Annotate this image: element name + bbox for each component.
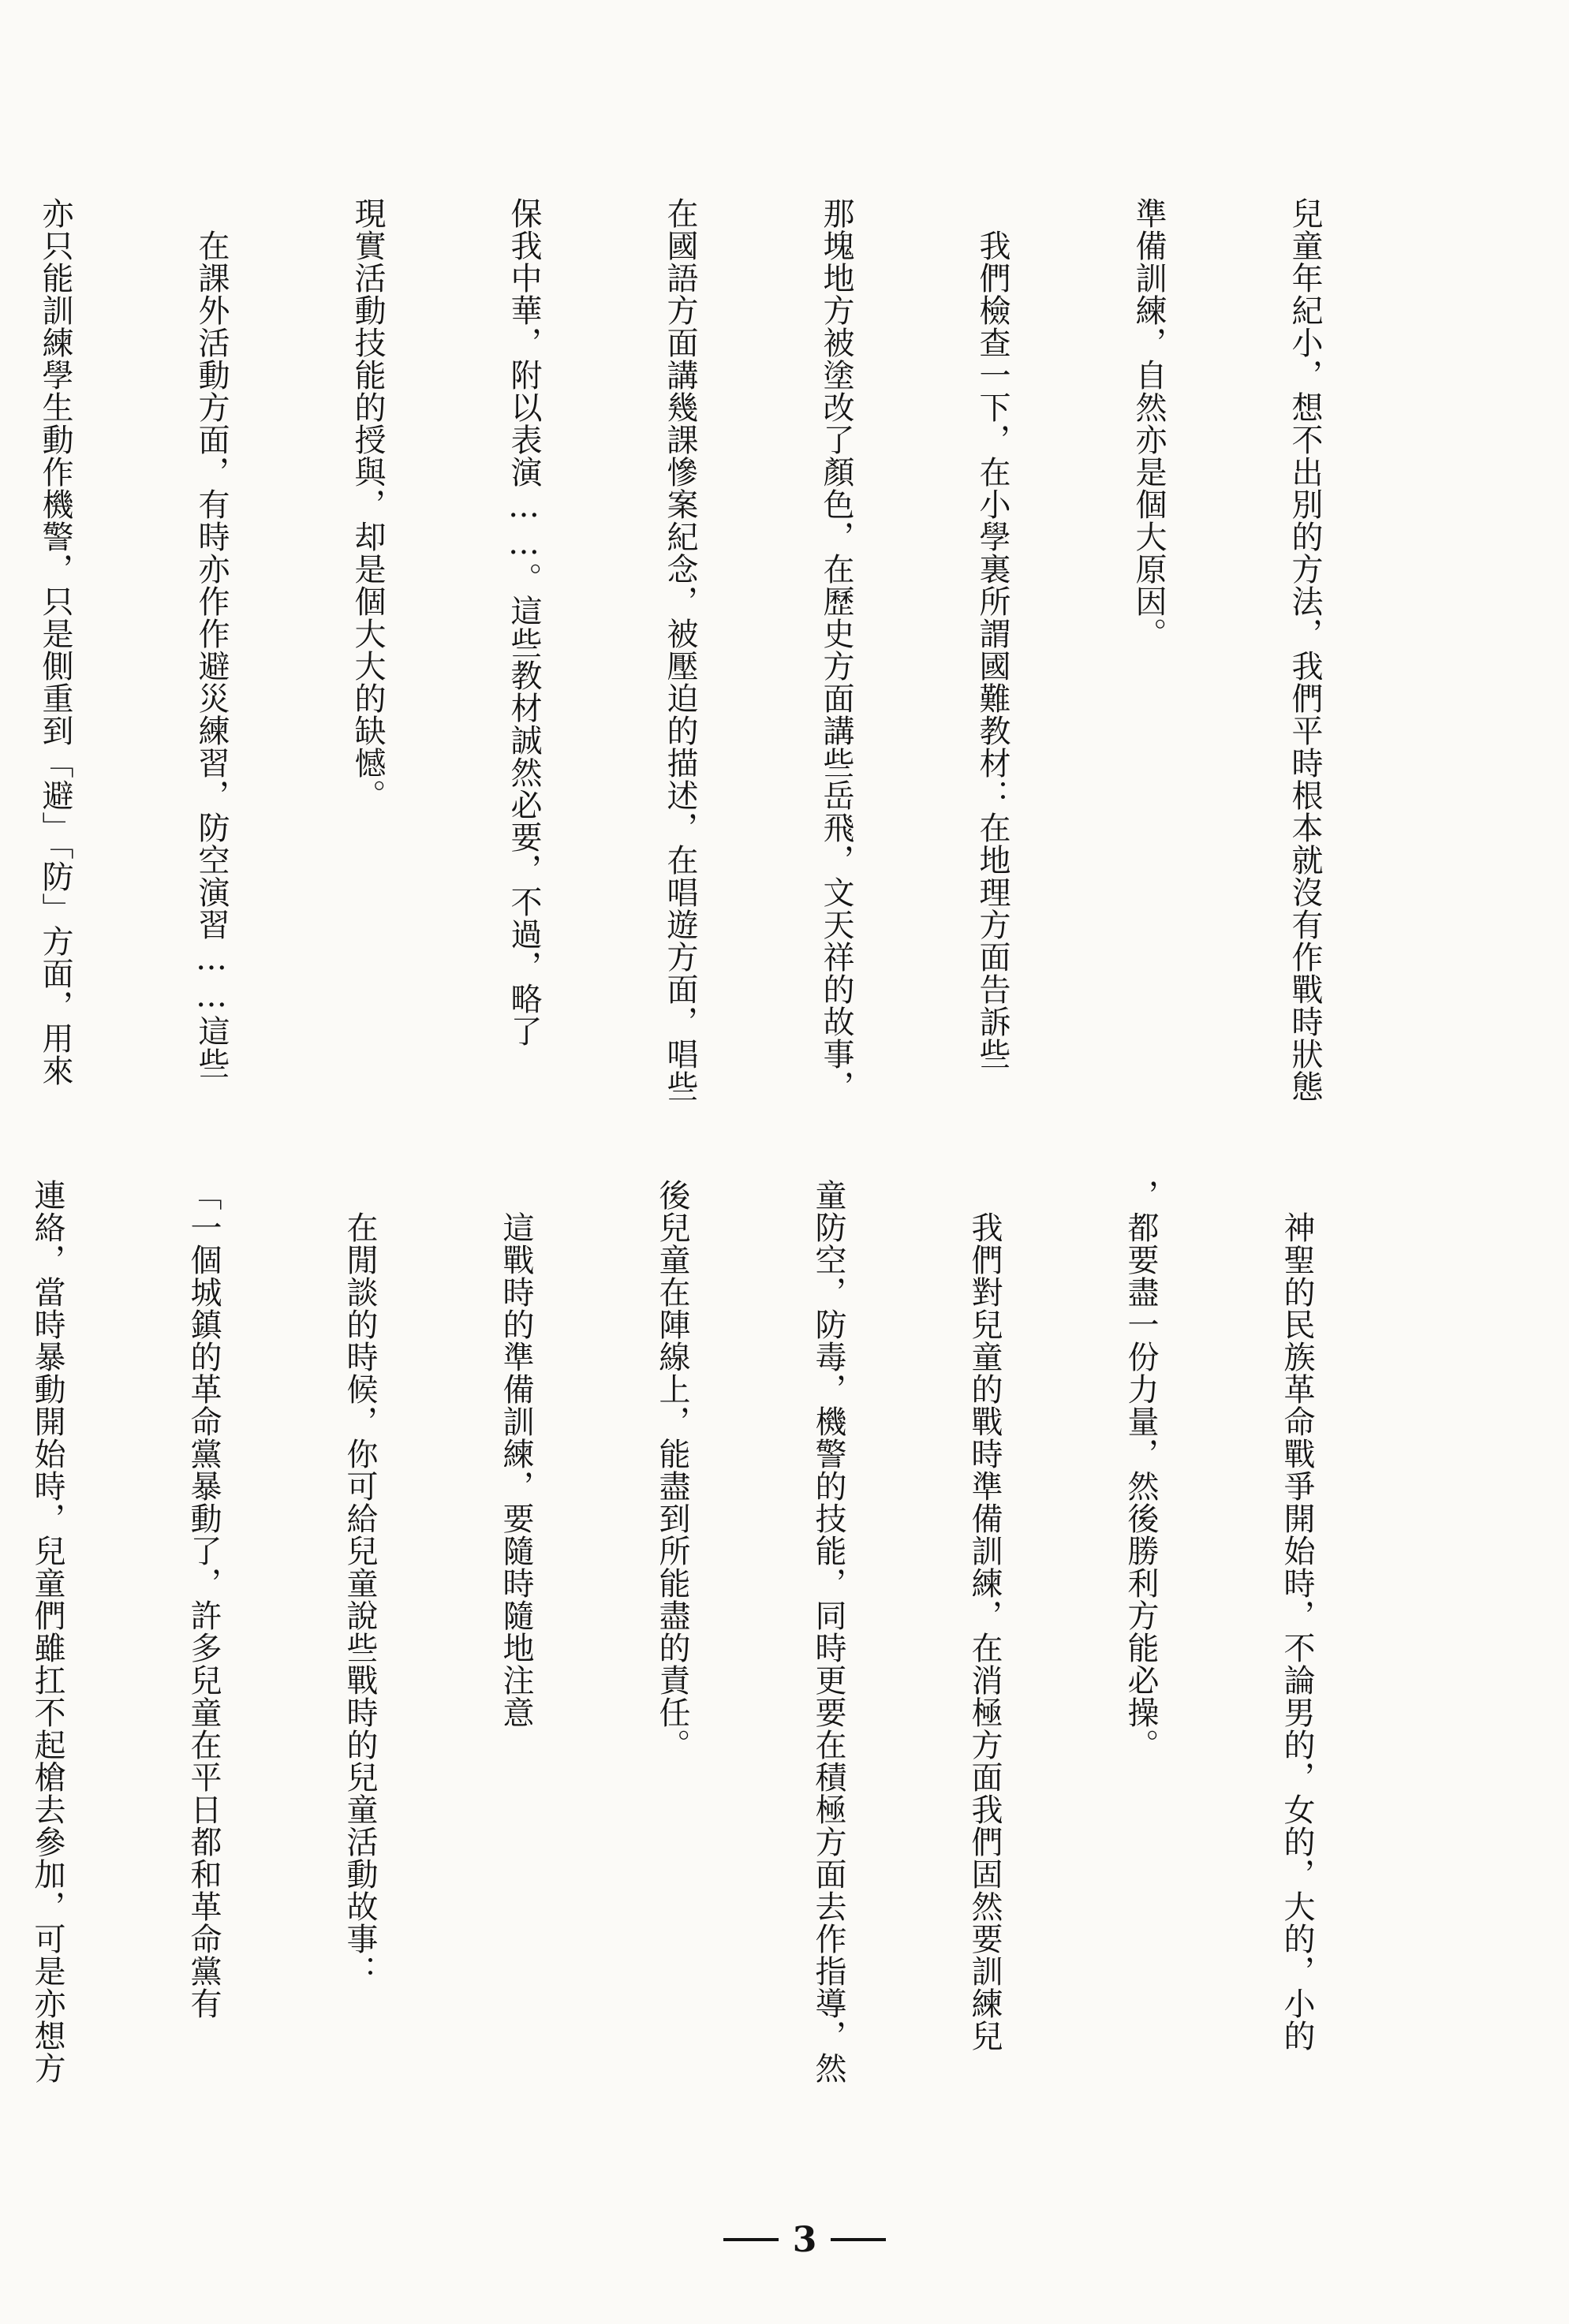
- text-column: 連絡，當時暴動開始時，兒童們雖扛不起槍去參加，可是亦想方: [29, 1179, 65, 2084]
- text-column: 在閒談的時候，你可給兒童說些戰時的兒童活動故事：: [342, 1179, 378, 1987]
- text-column: 亦只能訓練學生動作機警，只是側重到「避」「防」方面，用來: [37, 197, 73, 1087]
- text-column: ，都要盡一份力量，然後勝利方能必操。: [1123, 1179, 1159, 1761]
- text-column: 這戰時的準備訓練，要隨時隨地注意: [498, 1179, 534, 1729]
- lower-text-block: [29, 1179, 1427, 2133]
- text-column: 那塊地方被塗改了顏色，在歷史方面講些岳飛，文天祥的故事，: [818, 197, 854, 1102]
- upper-text-block: [37, 197, 1435, 1175]
- text-column: 在課外活動方面，有時亦作作避災練習，防空演習……這些: [193, 197, 230, 1080]
- page-number: [710, 2216, 899, 2263]
- page-number-value: 3: [792, 2219, 817, 2260]
- text-column: 現實活動技能的授與，却是個大大的缺憾。: [349, 197, 386, 811]
- text-column: 兒童年紀小，想不出別的方法，我們平時根本就沒有作戰時狀態: [1287, 197, 1323, 1102]
- page-number-left-dash: [723, 2238, 779, 2241]
- text-column: 保我中華，附以表演……。這些教材誠然必要，不過，略了: [506, 197, 542, 1047]
- text-column: 後兒童在陣線上，能盡到所能盡的責任。: [654, 1179, 690, 1761]
- page-number-right-dash: [831, 2238, 886, 2241]
- text-column: 童防空，防毒，機警的技能，同時更要在積極方面去作指導，然: [810, 1179, 846, 2084]
- text-column: 神聖的民族革命戰爭開始時，不論男的，女的，大的，小的: [1279, 1179, 1315, 2052]
- text-column: 「一個城鎮的革命黨暴動了，許多兒童在平日都和革命黨有: [185, 1179, 222, 2020]
- text-column: 在國語方面講幾課慘案紀念，被壓迫的描述，在唱遊方面，唱些: [662, 197, 698, 1102]
- text-column: 我們檢查一下，在小學裏所謂國難教材：在地理方面告訴些: [974, 197, 1011, 1070]
- text-column: 準備訓練，自然亦是個大原因。: [1130, 197, 1167, 650]
- text-column: 我們對兒童的戰時準備訓練，在消極方面我們固然要訓練兒: [966, 1179, 1003, 2052]
